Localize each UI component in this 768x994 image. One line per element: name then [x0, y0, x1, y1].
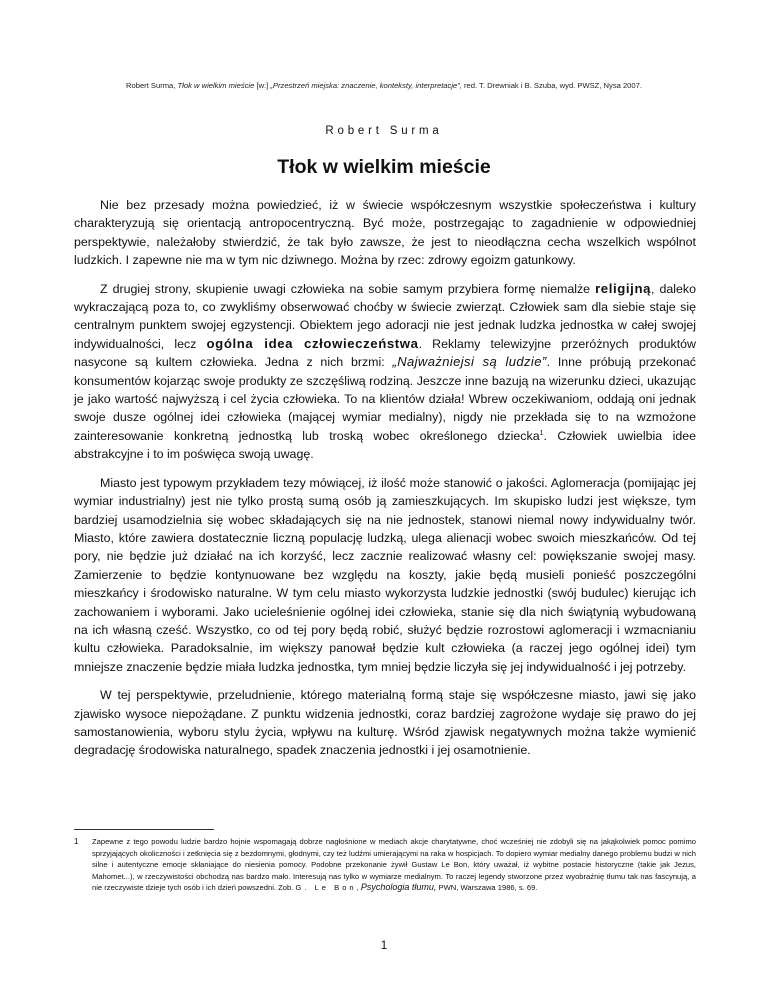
paragraph-2-text-d: . Inne próbują przekonać konsumentów kojarząc swoje produkty ze szczęśliwą rodziną. Jeszcze inne bazują na wizerunku dzieci, ukazując je jako wartość najwyższą i cel życia człowieka. To na klientów działa! Wbrew oczekiwaniom, oddają oni jednak swoje dusze ogólnej idei człowieka (mającej wymiar medialny), nigdy nie przekłada się to na wzmożone zainteresowanie konkretną jednostką lub troską wobec określonego dziecka [74, 355, 697, 443]
header-editors: red. T. Drewniak i B. Szuba, wyd. PWSZ, Nysa 2007. [464, 81, 642, 90]
paragraph-2-text-b: , daleko wykraczającą poza to, co zwykliśmy obserwować choćby w świecie zwierząt. Człowiek sam dla siebie staje się centralnym punktem swojej egzystencji. Obiektem jego adoracji nie jest jednak ludzka jednostka w całej swojej indywidualności, lecz [74, 281, 696, 351]
footnote-cite-author: G. Le Bon [295, 883, 357, 893]
page-number: 1 [380, 938, 388, 952]
footnote-text [92, 836, 696, 894]
emphasis-religijna: religijną [595, 280, 652, 296]
paragraph-3: Miasto jest typowym przykładem tezy mówiącej, iż ilość może stanowić o jakości. Aglomeracja (pomijając jej wymiar industrialny) jest nie tylko prostą sumą osób ją zamieszkujących. Im skupisko ludzi jest większe, tym bardziej usamodzielnia się wobec składających się na nie jednostek, stanowi niemal nowy indywidualny twór. Miasto, które zawiera dostatecznie liczną populację ludzką, ulega alienacji wobec swoich mieszkańców. Od tej pory, nie będzie już działać na ich korzyść, lecz zacznie realizować własny cel: powiększanie swojej masy. Zamierzenie to będzie kontynuowane bez względu na koszty, jakie będą musieli ponieść poszczególni mieszkańcy i środowisko naturalne. W tym celu miasto wykorzysta ludzkie jednostki (swój budulec) kierując ich zachowaniem i wyborami. Jako ucieleśnienie ogólnej idei człowieka, stanie się dla nich świątynią wybudowaną na ich własną cześć. Wszystko, co od tej pory będą robić, służyć będzie rozrostowi aglomeracji i wzmacnianiu kultu człowieka. Paradoksalnie, im większy panował będzie kult człowieka (a raczej jego ogólnej idei) tym mniejsze znaczenie będzie miała ludzka jednostka, tym mniej będzie liczyła się jej indywidualność i jej potrzeby. [74, 475, 696, 674]
author-name: Robert Surma [325, 125, 443, 137]
footnote-cite-rest: PWN, Warszawa 1986, s. 69. [436, 883, 538, 893]
footnote-marker[interactable]: 1 [539, 429, 544, 437]
header-author: Robert Surma, [126, 81, 176, 90]
page-title: Tłok w wielkim mieście [277, 156, 491, 178]
paragraph-1: Nie bez przesady można powiedzieć, iż w świecie współczesnym wszystkie społeczeństwa i kultury charakteryzują się orientacją antropocentryczną. Być może, postrzegając to zagadnienie w odpowiedniej perspektywie, należałoby stwierdzić, że tak było zawsze, że jest to nieodłączna cecha wszelkich wspólnot ludzkich. I zapewne nie ma w tym nic dziwnego. Można by rzec: zdrowy egoizm gatunkowy. [74, 198, 696, 268]
footnote-divider [74, 829, 214, 830]
emphasis-idea: ogólna idea człowieczeństwa [206, 335, 419, 351]
header-work-title: Tłok w wielkim mieście [177, 81, 255, 90]
running-header [0, 81, 768, 90]
header-volume: „Przestrzeń miejska: znaczenie, konteksty, interpretacje”, [270, 81, 462, 90]
header-in: [w:] [256, 81, 269, 90]
paragraph-2-text-a: Z drugiej strony, skupienie uwagi człowieka na sobie samym przybiera formę niemalże [100, 281, 596, 296]
paragraph-2-text-e: . Człowiek uwielbia idee abstrakcyjne i to im poświęca swoją uwagę. [74, 428, 696, 462]
footnote-cite-title: Psychologia tłumu, [360, 882, 437, 893]
paragraph-4: W tej perspektywie, przeludnienie, którego materialną formą staje się współczesne miasto, jawi się jako zjawisko wysoce niepożądane. Z punktu widzenia jednostki, coraz bardziej zagrożone wydaje się prawo do jej samostanowienia, wyboru stylu życia, wpływu na kulturę. Wśród zjawisk negatywnych można także wymienić degradację środowiska naturalnego, spadek znaczenia jednostki i jej osamotnienie. [74, 688, 696, 758]
footnote-body: Zapewne z tego powodu ludzie bardzo hojnie wspomagają dobrze nagłośnione w mediach akcje charytatywne, choć wcześniej nie zdobyli się na jakąkolwiek pomoc pomimo sprzyjających okoliczności i zetknięcia się z bezdomnymi, głodnymi, czy też ludźmi umierającymi na raka w hospicjach. To dopiero wymiar medialny danego problemu budzi w nich silne i autentyczne emocje skłaniające do niesienia pomocy. Podobne przekonanie żywił Gustaw Le Bon, który uważał, iż wybitne postacie historyczne (takie jak Jezus, Mahomet...), w rzeczywistości obchodzą nas bardzo mało. Interesują nas tylko w wymiarze medialnym. To raczej legendy stworzone przez wyobraźnię tłumu tak nas fascynują, a nie rzeczywiste dzieje tych osób i ich dzień powszedni. Zob. [92, 837, 696, 893]
footnote-number: 1 [74, 837, 79, 846]
article-body [74, 196, 696, 770]
paragraph-2 [74, 280, 696, 464]
advert-quote: „Najważniejsi są ludzie” [392, 354, 547, 370]
footnote [74, 836, 696, 894]
paragraph-2-text-c: . Reklamy telewizyjne przeróżnych produktów nasycone są kultem człowieka. Jedna z nich brzmi: [74, 336, 696, 370]
footnote-cite-sep: , [356, 883, 361, 893]
